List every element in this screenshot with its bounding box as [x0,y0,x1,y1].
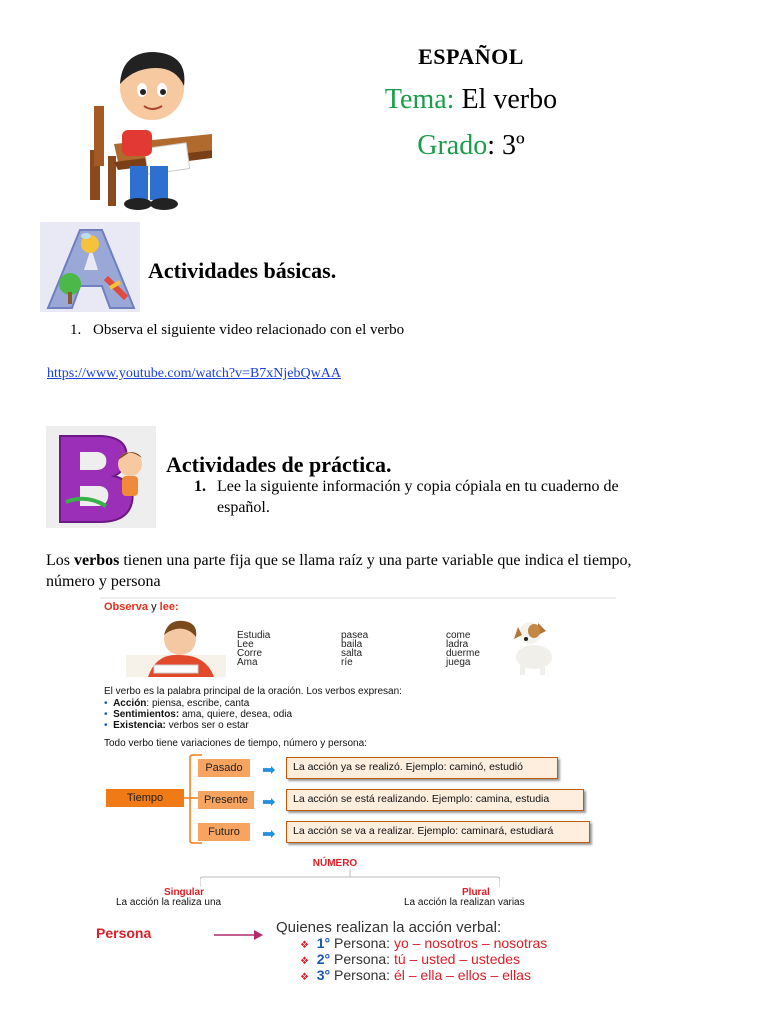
section-a-item-number: 1. [70,322,82,338]
persona-heading: Quienes realizan la acción verbal: [276,919,502,936]
verb-word: salta [341,648,363,659]
observa-lee-label [104,601,179,613]
verb-word: juega [446,657,471,668]
subject-title: ESPAÑOL [418,44,524,69]
youtube-video-link[interactable]: https://www.youtube.com/watch?v=B7xNjebQwAA [47,366,341,381]
paragraph-pre: Los [46,552,74,569]
tense-presente-description: La acción se está realizando. Ejemplo: camina, estudia [286,789,584,811]
tense-pasado: Pasado [198,759,250,777]
letter-a-illustration [40,222,140,312]
verb-word: duerme [446,648,480,659]
tense-presente: Presente [198,791,254,809]
verb-word: Lee [237,639,254,650]
verb-infographic [96,597,616,1017]
verb-word: baila [341,639,363,650]
persona-item: ❖ 1° Persona: yo – nosotros – nosotras [300,935,548,951]
verb-word: pasea [341,630,369,641]
verb-word: Ama [237,657,258,668]
grade-line [0,130,768,162]
y-word: y [148,601,160,613]
verb-word: ríe [341,657,353,668]
bullet-item: • Existencia: verbos ser o estar [104,720,249,731]
section-b-title: Actividades de práctica. [166,452,392,477]
persona-item: ❖ 2° Persona: tú – usted – ustedes [300,951,521,967]
section-b-item-text [217,476,717,518]
letter-b-illustration [46,426,156,528]
verbs-column-2 [341,631,368,667]
verb-word: ladra [446,639,469,650]
section-b-item-line-2: español. [217,499,270,516]
arrow-right-icon: ➡ [262,826,276,843]
child-reading-image [126,617,226,677]
persona-label: Persona [96,925,152,941]
grade-value: : 3º [487,130,525,161]
verb-definition-intro: El verbo es la palabra principal de la oración. Los verbos expresan: [104,686,402,697]
verbs-column-1 [237,631,270,667]
verb-word: Corre [237,648,263,659]
arrow-right-icon: ➡ [262,794,276,811]
lee-word: lee: [159,601,179,613]
verbs-paragraph [46,550,736,592]
verbs-column-3 [446,631,480,667]
topic-label: Tema: [384,84,455,115]
bullet-item: • Acción: piensa, escribe, canta [104,698,250,709]
arrow-right-icon: ➡ [262,762,276,779]
persona-item: ❖ 3° Persona: él – ella – ellos – ellas [300,967,531,983]
verb-expressions-list [104,698,292,731]
arrow-right-icon [214,929,264,941]
topic-line [0,84,768,116]
tiempo-box: Tiempo [106,789,184,807]
numero-bracket [200,869,500,889]
section-a-title: Actividades básicas. [148,258,337,283]
plural-description: La acción la realizan varias [404,897,525,908]
topic-value: El verbo [461,84,558,115]
verb-word: Estudia [237,630,271,641]
section-b-item-line-1: Lee la siguiente información y copia cópiala en tu cuaderno de [217,478,619,495]
tense-futuro-description: La acción se va a realizar. Ejemplo: caminará, estudiará [286,821,590,843]
persona-list [300,935,547,983]
verb-word: come [446,630,471,641]
dog-image [502,615,562,677]
observa-word: Observa [104,601,149,613]
verbs-paragraph-line-2: número y persona [46,573,161,590]
tense-futuro: Futuro [198,823,250,841]
tense-pasado-description: La acción ya se realizó. Ejemplo: caminó, estudió [286,757,558,779]
section-a-item-text: Observa el siguiente video relacionado con el verbo [93,322,405,338]
plural-label: Plural [462,887,490,898]
variations-text: Todo verbo tiene variaciones de tiempo, número y persona: [104,738,367,749]
paragraph-post: tienen una parte fija que se llama raíz y una parte variable que indica el tiempo, [119,552,632,569]
numero-label: NÚMERO [312,858,358,869]
bullet-item: • Sentimientos: ama, quiere, desea, odia [104,709,293,720]
singular-label: Singular [164,887,205,898]
grade-label: Grado [417,130,488,161]
paragraph-bold-word: verbos [74,552,120,569]
singular-description: La acción la realiza una [116,897,222,908]
verbs-paragraph-line-1 [46,550,736,571]
section-b-item-number: 1. [194,478,206,495]
